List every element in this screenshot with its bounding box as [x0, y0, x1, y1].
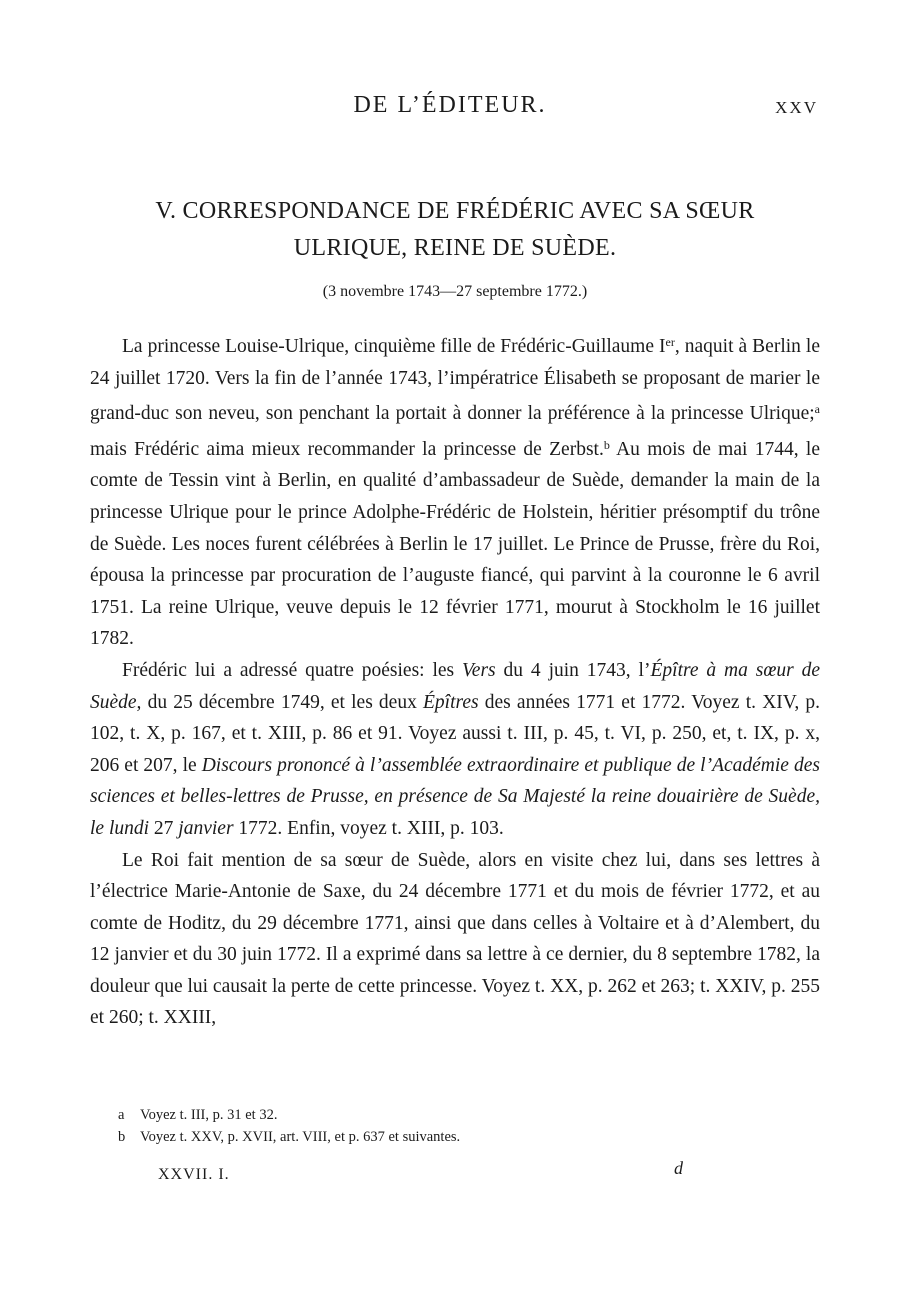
- signature-letter: d: [674, 1158, 683, 1178]
- section-title: [90, 193, 820, 267]
- section-title-line-1: V. CORRESPONDANCE DE FRÉDÉRIC AVEC SA SŒUR: [155, 198, 755, 224]
- signature-volume: XXVII. I.: [158, 1166, 230, 1183]
- footnote-text: Voyez t. XXV, p. XVII, art. VIII, et p. 637 et suivantes.: [140, 1129, 461, 1145]
- footnote-ref-a[interactable]: a: [814, 402, 820, 417]
- footnote-a: [118, 1104, 818, 1126]
- section-dates: (3 novembre 1743—27 septembre 1772.): [322, 283, 588, 300]
- superscript-er: er: [665, 335, 675, 349]
- page-number: XXV: [775, 98, 818, 117]
- running-title: DE L’ÉDITEUR.: [353, 92, 547, 118]
- section-title-line-2: ULRIQUE, REINE DE SUÈDE.: [293, 235, 617, 261]
- footnotes: [118, 1104, 818, 1148]
- footnote-text: Voyez t. III, p. 31 et 32.: [140, 1107, 278, 1123]
- paragraph-3: Le Roi fait mention de sa sœur de Suède, alors en visite chez lui, dans ses lettres à l’électrice Marie-Antonie de Saxe, du 24 décembre 1771 et du mois de février 1772, et au comte de Hoditz, du 29 décembre 1771, ainsi que dans celles à Voltaire et à d’Alembert, du 12 janvier et du 30 juin 1772. Il a exprimé dans sa lettre à ce dernier, du 8 septembre 1782, la douleur que lui causait la perte de cette princesse. Voyez t. XX, p. 262 et 263; t. XXIV, p. 255 et 260; t. XXIII,: [90, 849, 820, 1029]
- paragraph-1: La princesse Louise-Ulrique, cinquième fille de Frédéric-Guillaume Ier, naquit à Berlin le 24 juillet 1720. Vers la fin de l’année 1743, l’impératrice Élisabeth se proposant de marier le grand-duc son neveu, son penchant la portait à donner la préférence à la princesse Ulrique;$^a$ mais Frédéric aima mieux recommander la princesse de Zerbst.$^b$ Au mois de mai 1744, le comte de Tessin vint à Berlin, en qualité d’ambassadeur de Suède, demander la main de la princesse Ulrique pour le prince Adolphe-Frédéric de Holstein, héritier présomptif du trône de Suède. Les noces furent célébrées à Berlin le 17 juillet. Le Prince de Prusse, frère du Roi, épousa la princesse par procuration de l’auguste fiancé, qui parvint à la couronne le 6 avril 1751. La reine Ulrique, veuve depuis le 12 février 1771, mourut à Stockholm le 16 juillet 1782.: [90, 335, 821, 650]
- footnote-mark: a: [118, 1107, 125, 1123]
- body-text: [90, 327, 820, 1034]
- footnote-mark: b: [118, 1129, 126, 1145]
- footnote-ref-b[interactable]: b: [603, 437, 610, 452]
- paragraph-2: Frédéric lui a adressé quatre poésies: les Vers du 4 juin 1743, l’Épître à ma sœur de Suède, du 25 décembre 1749, et les deux Épîtres des années 1771 et 1772. Voyez t. XIV, p. 102, t. X, p. 167, et t. XIII, p. 86 et 91. Voyez aussi t. III, p. 45, t. VI, p. 250, et, t. IX, p. x, 206 et 207, le Discours prononcé à l’assemblée extraordinaire et publique de l’Académie des sciences et belles-lettres de Prusse, en présence de Sa Majesté la reine douairière de Suède, le lundi 27 janvier 1772. Enfin, voyez t. XIII, p. 103.: [90, 659, 820, 839]
- running-head: [0, 92, 900, 128]
- footnote-b: [118, 1126, 818, 1148]
